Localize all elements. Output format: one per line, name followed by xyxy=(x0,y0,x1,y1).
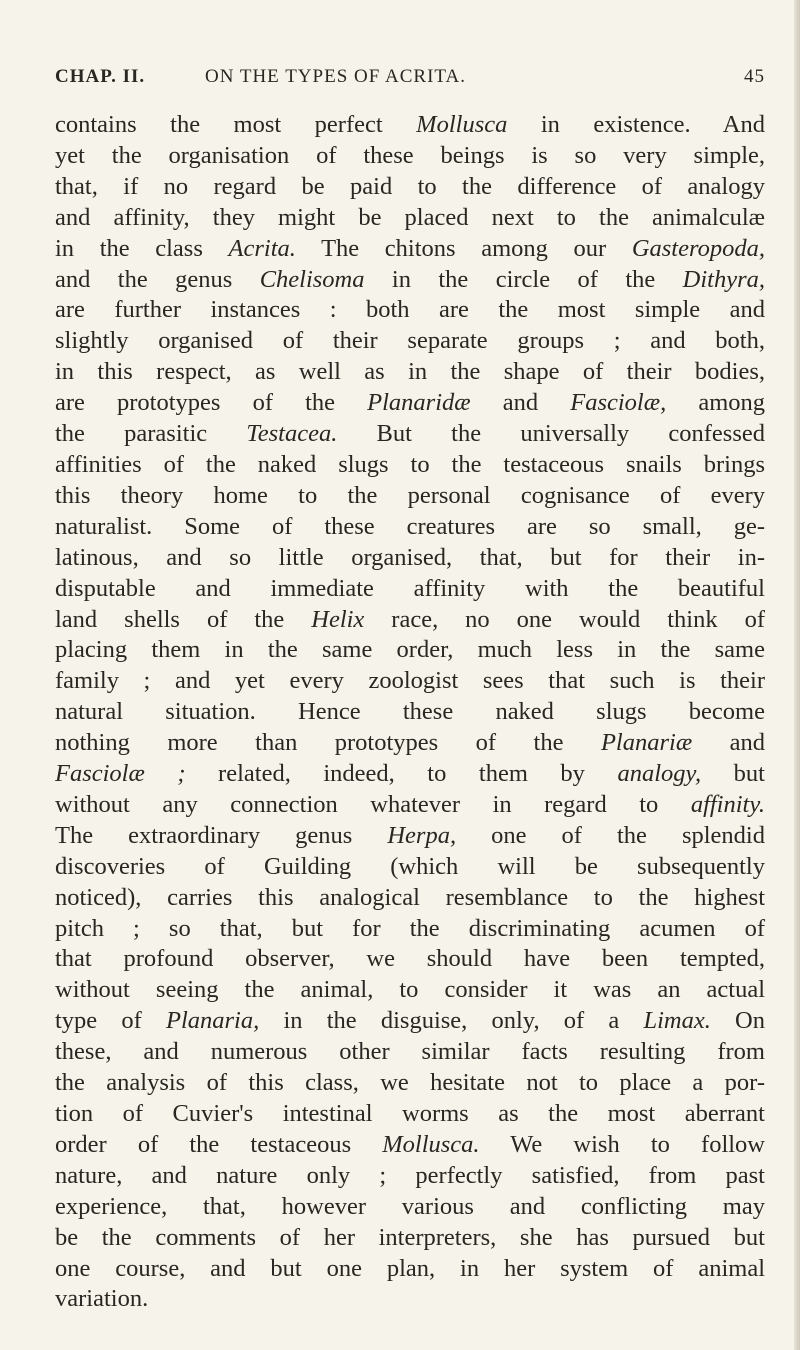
italic-term: Helix xyxy=(311,605,365,633)
text-segment: that, if no regard be paid to the difference of analogy xyxy=(55,172,765,200)
text-segment: contains the most perfect xyxy=(55,111,417,138)
text-segment: related, indeed, to them by xyxy=(185,760,618,788)
text-segment: nature, and nature only ; perfectly satisfied, from past xyxy=(55,1161,765,1189)
text-segment: among xyxy=(666,389,766,417)
italic-term: Fasciolæ ; xyxy=(55,760,186,788)
page-edge xyxy=(794,0,800,1350)
text-line xyxy=(55,141,765,172)
italic-term: Mollusca. xyxy=(382,1130,480,1158)
text-line xyxy=(55,821,765,852)
italic-term: Planaridæ xyxy=(367,389,471,417)
text-segment: land shells of the xyxy=(55,605,312,633)
text-segment: On xyxy=(710,1007,765,1035)
text-line xyxy=(55,419,765,450)
text-segment: these, and numerous other similar facts resulting from xyxy=(55,1038,765,1066)
text-segment: and the genus xyxy=(55,265,260,293)
running-title: ON THE TYPES OF ACRITA. xyxy=(205,66,466,87)
text-line xyxy=(55,605,765,636)
text-line xyxy=(55,914,765,945)
text-line xyxy=(55,1068,765,1099)
text-segment: natural situation. Hence these naked slugs become xyxy=(55,698,765,726)
text-segment: and xyxy=(470,389,571,417)
text-segment: The chitons among our xyxy=(295,234,632,262)
text-segment: in the circle of the xyxy=(364,265,683,293)
italic-term: Dithyra, xyxy=(682,265,765,293)
text-line xyxy=(55,265,765,296)
text-segment: and affinity, they might be placed next to the animalculæ xyxy=(55,203,765,231)
text-line xyxy=(55,1192,765,1223)
text-segment: one course, and but one plan, in her system of animal xyxy=(55,1254,765,1282)
text-segment: be the comments of her interpreters, she has pursued but xyxy=(55,1223,765,1251)
text-segment: the analysis of this class, we hesitate not to place a por- xyxy=(55,1069,765,1097)
text-line xyxy=(55,728,765,759)
text-line xyxy=(55,357,765,388)
text-line xyxy=(55,852,765,883)
italic-term: Testacea. xyxy=(246,420,338,448)
text-line xyxy=(55,635,765,666)
text-line xyxy=(55,1130,765,1161)
text-line xyxy=(55,172,765,203)
text-line xyxy=(55,1099,765,1130)
text-line xyxy=(55,666,765,697)
text-line xyxy=(55,759,765,790)
text-line xyxy=(55,543,765,574)
italic-term: Limax. xyxy=(643,1007,711,1035)
text-segment: race, no one would think of xyxy=(364,605,765,633)
running-header xyxy=(55,66,765,106)
text-line xyxy=(55,883,765,914)
text-segment: in existence. And xyxy=(507,111,765,138)
text-segment: without any connection whatever in regard to xyxy=(55,790,691,818)
text-line xyxy=(55,512,765,543)
text-segment: The extraordinary genus xyxy=(55,821,388,849)
text-line xyxy=(55,790,765,821)
text-segment: type of xyxy=(55,1007,166,1035)
italic-term: Planaria, xyxy=(166,1007,260,1035)
text-segment: one of the splendid xyxy=(456,821,765,849)
text-segment: noticed), carries this analogical resemblance to the highest xyxy=(55,883,765,911)
text-line xyxy=(55,1161,765,1192)
text-segment: family ; and yet every zoologist sees that such is their xyxy=(55,667,765,695)
italic-term: affinity. xyxy=(690,790,765,818)
body-paragraph xyxy=(55,110,765,1315)
text-segment: experience, that, however various and conflicting may xyxy=(55,1192,765,1220)
text-line xyxy=(55,975,765,1006)
chapter-label: CHAP. II. xyxy=(55,66,146,87)
text-segment: discoveries of Guilding (which will be subsequently xyxy=(55,852,765,880)
text-segment: are further instances : both are the most simple and xyxy=(55,296,765,324)
text-line xyxy=(55,326,765,357)
text-segment: affinities of the naked slugs to the testaceous snails brings xyxy=(55,450,765,478)
text-line xyxy=(55,944,765,975)
text-segment: and xyxy=(692,729,766,757)
text-line xyxy=(55,1284,765,1315)
italic-term: Mollusca xyxy=(416,111,508,138)
text-line xyxy=(55,110,765,141)
text-line xyxy=(55,481,765,512)
text-segment: in the class xyxy=(55,234,229,262)
text-segment: disputable and immediate affinity with the beautiful xyxy=(55,574,765,602)
italic-term: Planariæ xyxy=(600,729,693,757)
text-line xyxy=(55,1037,765,1068)
text-line xyxy=(55,697,765,728)
text-line xyxy=(55,1254,765,1285)
text-segment: but xyxy=(701,760,765,788)
text-line xyxy=(55,1006,765,1037)
italic-term: Fasciolæ, xyxy=(570,389,667,417)
text-line xyxy=(55,388,765,419)
text-segment: nothing more than prototypes of the xyxy=(55,729,601,757)
text-segment: But the universally confessed xyxy=(337,420,765,448)
text-segment: the parasitic xyxy=(55,420,247,448)
text-segment: pitch ; so that, but for the discriminating acumen of xyxy=(55,914,765,942)
text-segment: tion of Cuvier's intestinal worms as the most aberrant xyxy=(55,1100,765,1127)
italic-term: Chelisoma xyxy=(259,265,365,293)
text-line xyxy=(55,450,765,481)
text-line xyxy=(55,1223,765,1254)
text-segment: placing them in the same order, much less in the same xyxy=(55,636,765,664)
text-segment: yet the organisation of these beings is so very simple, xyxy=(55,141,765,169)
text-line xyxy=(55,295,765,326)
text-line xyxy=(55,234,765,265)
text-segment: without seeing the animal, to consider it was an actual xyxy=(55,976,765,1004)
text-segment: order of the testaceous xyxy=(55,1130,383,1158)
text-segment: in the disguise, only, of a xyxy=(259,1007,644,1035)
text-segment: variation. xyxy=(55,1285,149,1313)
italic-term: analogy, xyxy=(617,760,702,788)
text-segment: this theory home to the personal cognisance of every xyxy=(55,481,765,509)
text-segment: that profound observer, we should have been tempted, xyxy=(55,945,765,973)
text-segment: are prototypes of the xyxy=(55,389,368,417)
text-line xyxy=(55,203,765,234)
italic-term: Herpa, xyxy=(387,821,457,849)
text-segment: naturalist. Some of these creatures are so small, ge- xyxy=(55,512,765,540)
italic-term: Acrita. xyxy=(228,234,296,262)
text-segment: We wish to follow xyxy=(479,1130,765,1158)
text-segment: in this respect, as well as in the shape of their bodies, xyxy=(55,358,765,386)
text-segment: slightly organised of their separate groups ; and both, xyxy=(55,327,765,355)
page-number: 45 xyxy=(744,66,765,87)
text-segment: latinous, and so little organised, that, but for their in- xyxy=(55,543,765,571)
italic-term: Gasteropoda, xyxy=(631,234,765,262)
text-line xyxy=(55,574,765,605)
